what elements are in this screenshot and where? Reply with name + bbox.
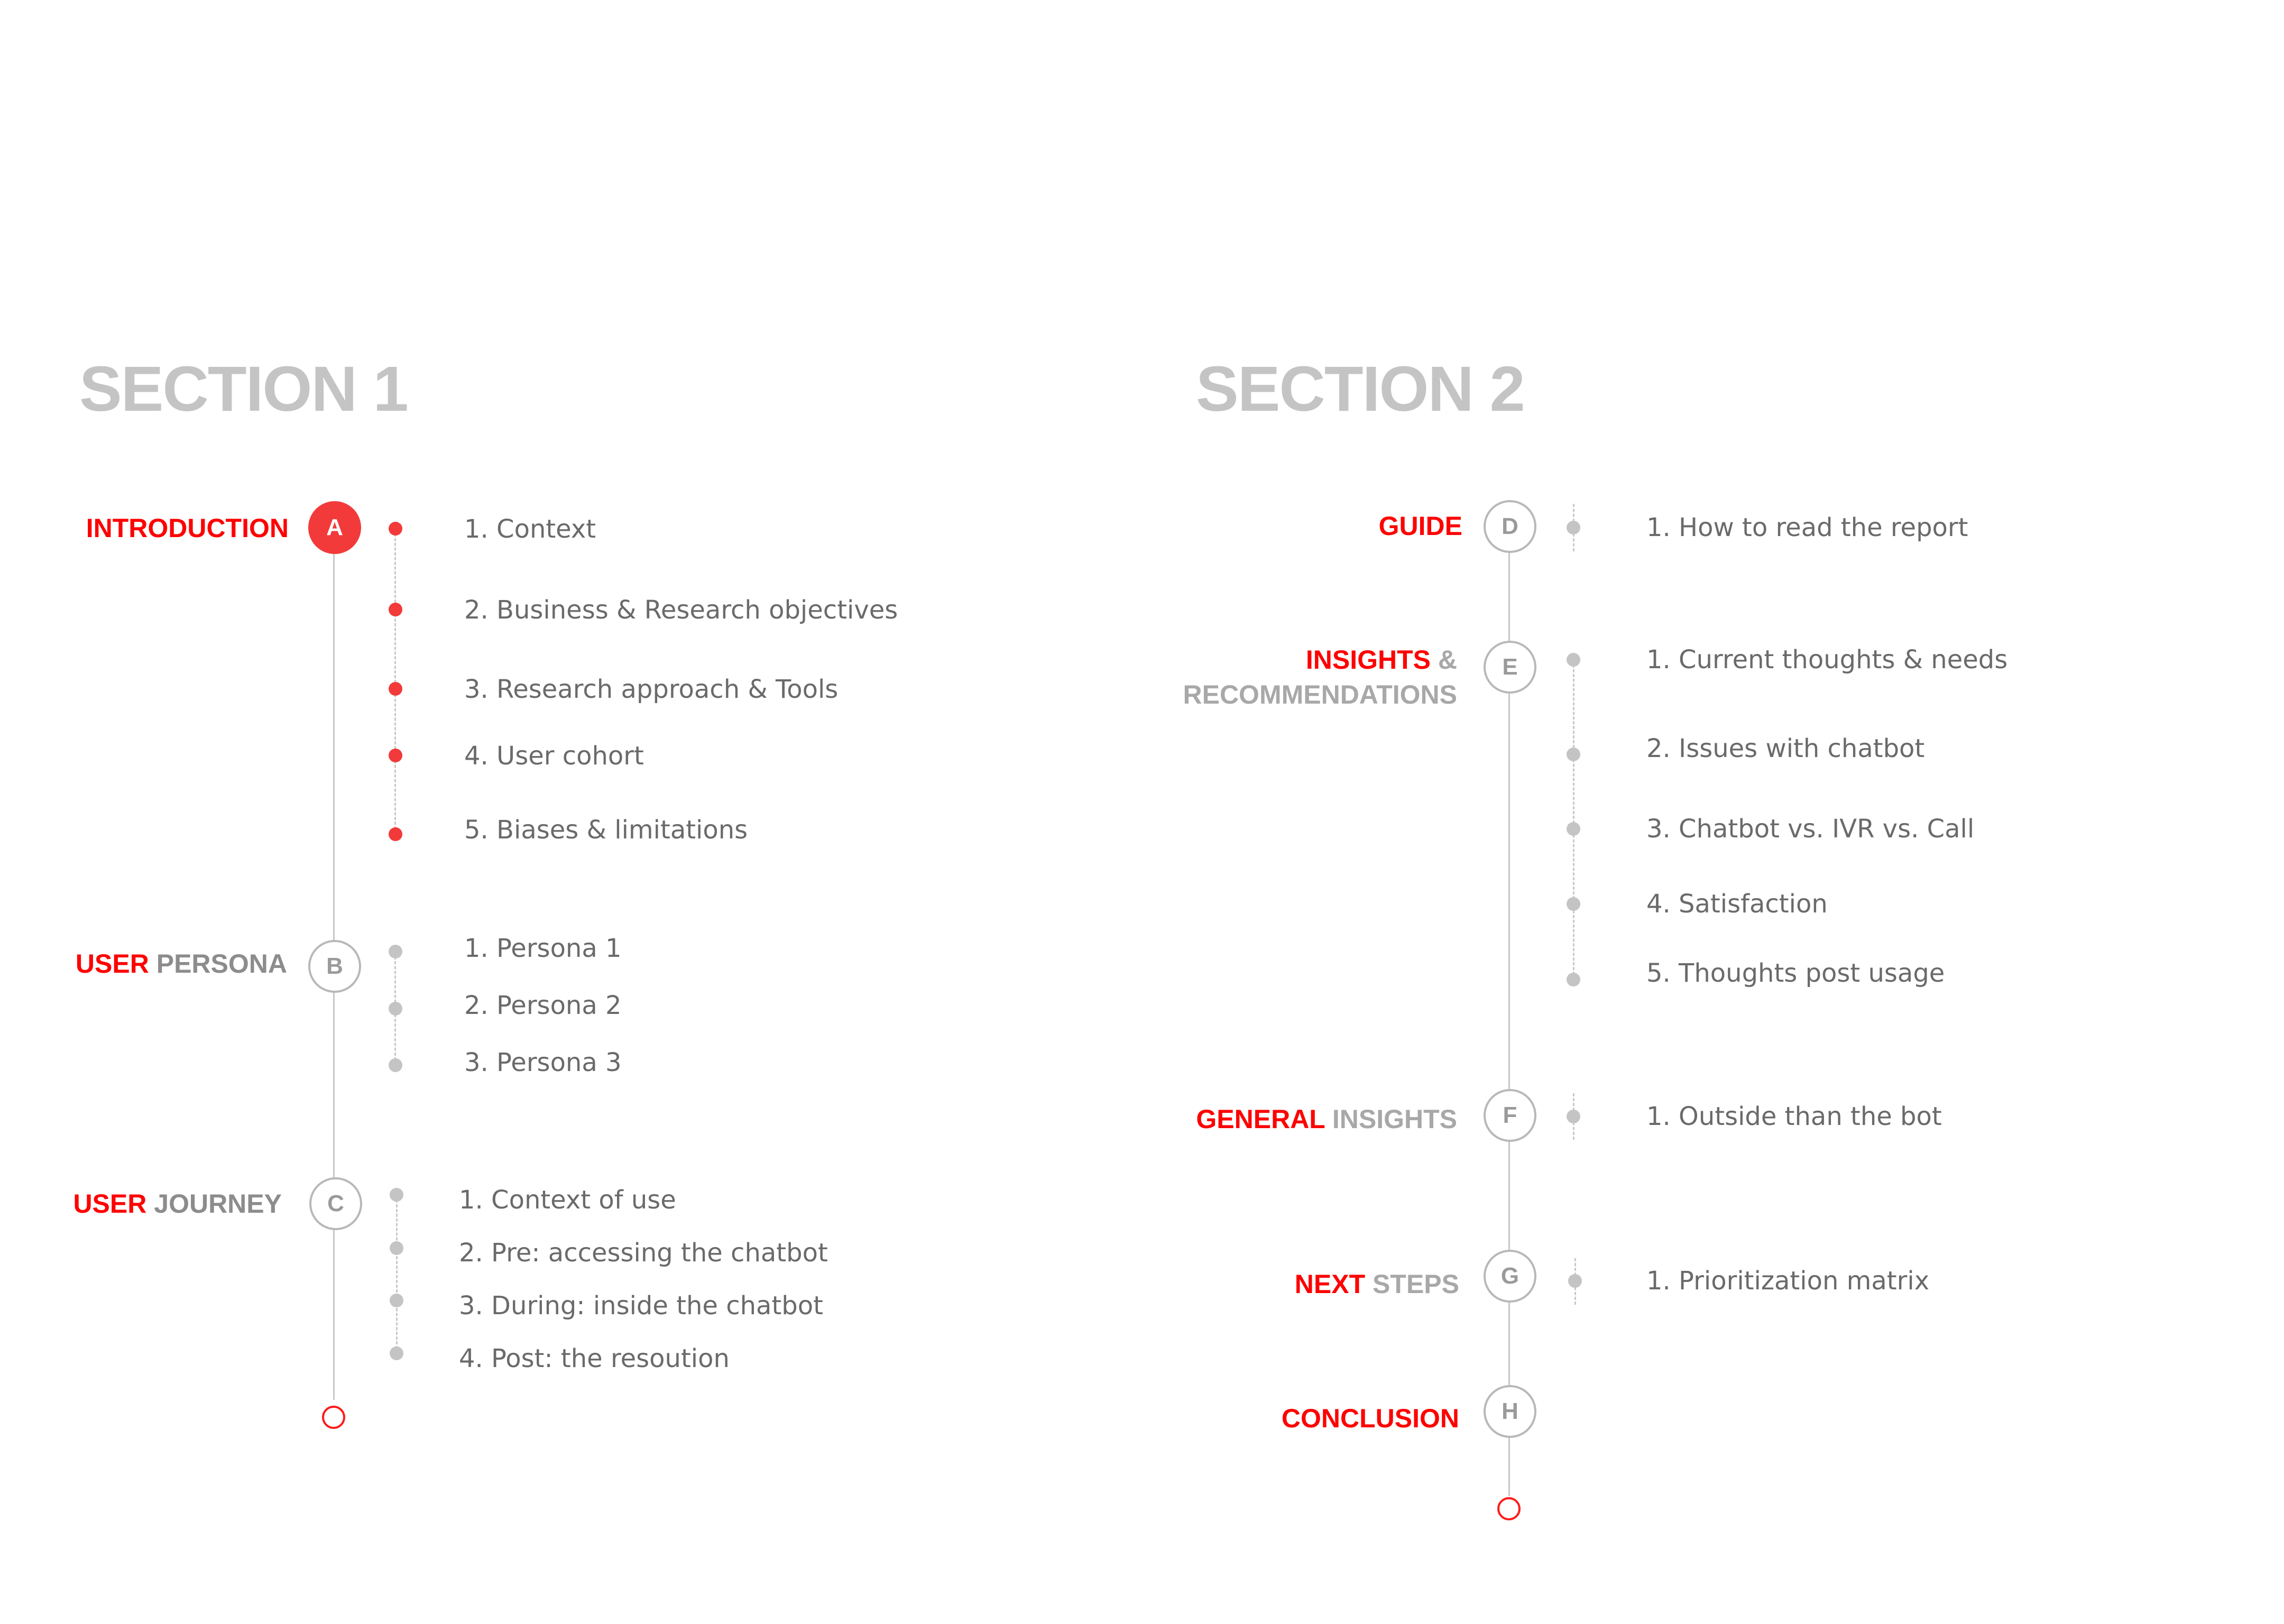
chapter-a-item-5[interactable]: 5. Biases & limitations xyxy=(464,815,748,845)
chapter-e-item-connector xyxy=(1573,660,1574,980)
chapter-e-item-4-bullet xyxy=(1567,897,1580,911)
chapter-f-item-1-bullet xyxy=(1567,1110,1580,1123)
chapter-c-item-1-bullet xyxy=(390,1188,403,1202)
chapter-a-marker[interactable]: A xyxy=(308,501,361,554)
chapter-b-item-1-bullet xyxy=(389,945,402,958)
chapter-e-item-2[interactable]: 2. Issues with chatbot xyxy=(1646,734,1925,763)
chapter-h-label: CONCLUSION xyxy=(1281,1404,1459,1433)
chapter-b-marker[interactable]: B xyxy=(308,940,361,993)
chapter-e-marker[interactable]: E xyxy=(1484,641,1536,694)
section-1-title: SECTION 1 xyxy=(79,353,408,425)
chapter-c-item-3[interactable]: 3. During: inside the chatbot xyxy=(459,1291,823,1321)
chapter-d-item-1-bullet xyxy=(1567,521,1580,534)
section-1-timeline-end xyxy=(322,1406,345,1429)
chapter-c-item-1[interactable]: 1. Context of use xyxy=(459,1185,676,1215)
chapter-d-label: GUIDE xyxy=(1378,511,1462,541)
chapter-a-item-4[interactable]: 4. User cohort xyxy=(464,741,644,771)
chapter-e-item-2-bullet xyxy=(1567,748,1580,761)
chapter-e-item-5-bullet xyxy=(1567,973,1580,986)
chapter-f-marker[interactable]: F xyxy=(1484,1089,1536,1142)
chapter-e-label: INSIGHTS & RECOMMENDATIONS xyxy=(1183,645,1457,709)
chapter-a-item-3-bullet xyxy=(389,682,402,696)
chapter-a-item-4-bullet xyxy=(389,749,402,762)
chapter-b-label: USER PERSONA xyxy=(75,949,287,979)
chapter-b-item-2[interactable]: 2. Persona 2 xyxy=(464,991,622,1020)
chapter-a-item-2-bullet xyxy=(389,603,402,616)
chapter-b-item-3-bullet xyxy=(389,1058,402,1072)
chapter-a-item-5-bullet xyxy=(389,827,402,841)
chapter-e-item-3[interactable]: 3. Chatbot vs. IVR vs. Call xyxy=(1646,814,1975,844)
chapter-b-item-1[interactable]: 1. Persona 1 xyxy=(464,934,622,963)
chapter-f-item-1[interactable]: 1. Outside than the bot xyxy=(1646,1102,1942,1131)
chapter-c-item-2[interactable]: 2. Pre: accessing the chatbot xyxy=(459,1238,828,1268)
chapter-b-item-2-bullet xyxy=(389,1002,402,1016)
chapter-g-label: NEXT STEPS xyxy=(1294,1269,1459,1299)
chapter-e-item-5[interactable]: 5. Thoughts post usage xyxy=(1646,958,1945,988)
chapter-b-item-3[interactable]: 3. Persona 3 xyxy=(464,1048,622,1077)
chapter-d-marker[interactable]: D xyxy=(1484,500,1536,553)
chapter-g-marker[interactable]: G xyxy=(1484,1250,1536,1303)
chapter-c-marker[interactable]: C xyxy=(309,1177,362,1230)
chapter-a-item-3[interactable]: 3. Research approach & Tools xyxy=(464,675,839,704)
chapter-f-label: GENERAL INSIGHTS xyxy=(1196,1104,1457,1134)
chapter-a-label: INTRODUCTION xyxy=(86,513,289,543)
chapter-e-item-1[interactable]: 1. Current thoughts & needs xyxy=(1646,645,2008,675)
chapter-a-item-connector xyxy=(394,529,396,834)
chapter-c-item-4-bullet xyxy=(390,1346,403,1360)
chapter-d-item-1[interactable]: 1. How to read the report xyxy=(1646,513,1968,542)
chapter-e-item-4[interactable]: 4. Satisfaction xyxy=(1646,889,1828,919)
chapter-c-item-connector xyxy=(396,1195,398,1359)
chapter-c-item-3-bullet xyxy=(390,1294,403,1307)
chapter-a-item-1-bullet xyxy=(389,522,402,536)
chapter-a-item-2[interactable]: 2. Business & Research objectives xyxy=(464,595,898,625)
chapter-c-item-4[interactable]: 4. Post: the resoution xyxy=(459,1344,730,1373)
chapter-g-item-1[interactable]: 1. Prioritization matrix xyxy=(1646,1266,1930,1296)
chapter-e-item-3-bullet xyxy=(1567,822,1580,836)
chapter-c-label: USER JOURNEY xyxy=(73,1189,282,1219)
section-2-timeline-end xyxy=(1497,1497,1521,1520)
chapter-a-item-1[interactable]: 1. Context xyxy=(464,514,596,544)
chapter-h-marker[interactable]: H xyxy=(1484,1385,1536,1438)
chapter-c-item-2-bullet xyxy=(390,1241,403,1255)
chapter-e-item-1-bullet xyxy=(1567,653,1580,667)
chapter-g-item-1-bullet xyxy=(1568,1274,1582,1288)
section-2-title: SECTION 2 xyxy=(1196,353,1524,425)
